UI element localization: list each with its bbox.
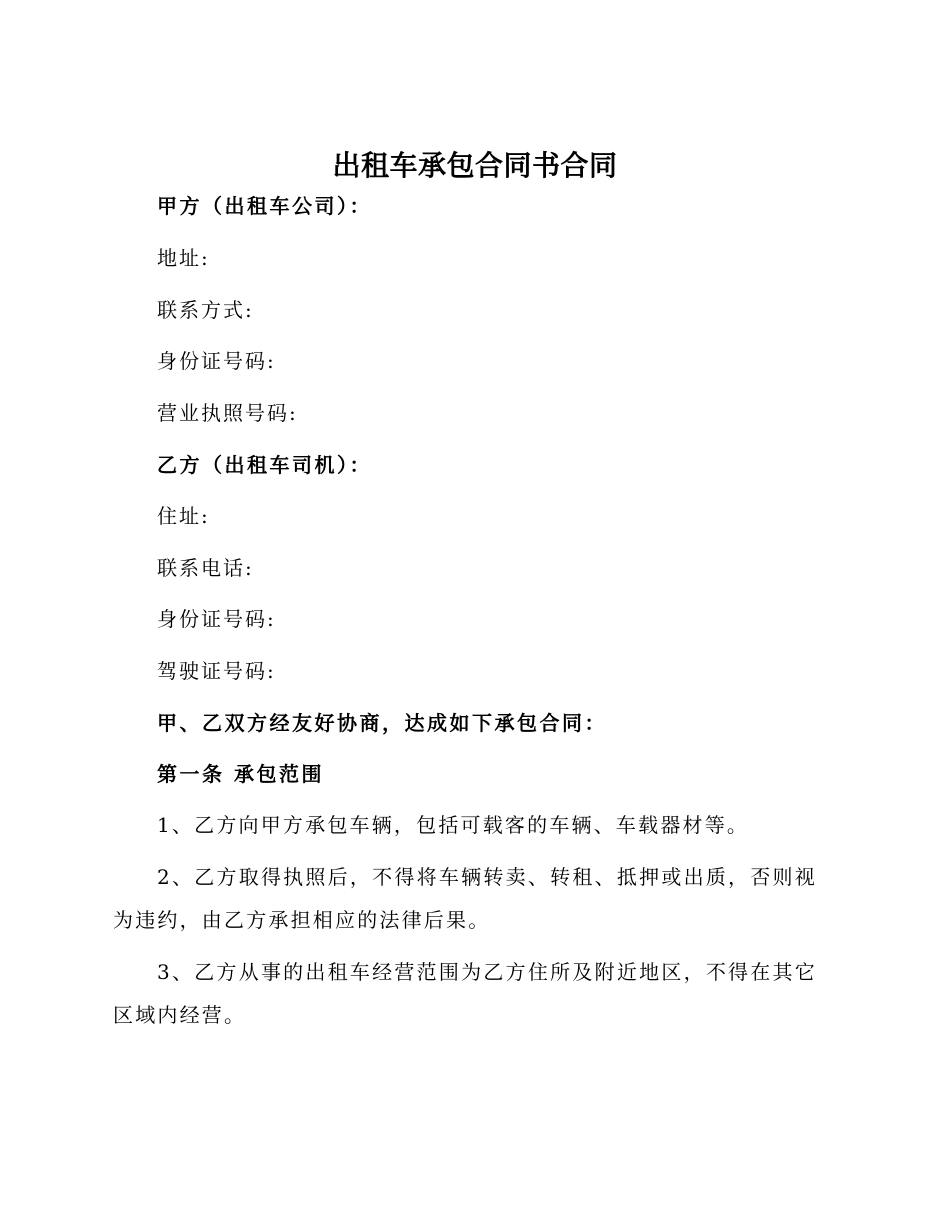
article-1-heading: 第一条 承包范围 [157, 762, 324, 786]
party-a-heading: 甲方（出租车公司）： [157, 194, 372, 218]
party-b-id-number-field: 身份证号码: [157, 607, 276, 631]
article-1-clause-1: 1、乙方向甲方承包车辆，包括可载客的车辆、车载器材等。 [157, 813, 750, 837]
document-title: 出租车承包合同书合同 [332, 149, 618, 182]
party-a-contact-field: 联系方式: [157, 298, 254, 322]
party-b-residence-field: 住址: [157, 504, 210, 528]
article-1-clause-3: 3、乙方从事的出租车经营范围为乙方住所及附近地区，不得在其它区域内经营。 [113, 960, 817, 1027]
party-a-address-field: 地址: [157, 246, 210, 270]
party-b-phone-field: 联系电话: [157, 556, 254, 580]
party-a-business-license-field: 营业执照号码: [157, 401, 298, 425]
article-1-clause-2: 2、乙方取得执照后，不得将车辆转卖、转租、抵押或出质，否则视为违约，由乙方承担相应的法律后果。 [113, 865, 817, 932]
party-b-heading: 乙方（出租车司机）： [157, 453, 372, 477]
agreement-statement: 甲、乙双方经友好协商，达成如下承包合同： [157, 711, 607, 735]
party-a-id-number-field: 身份证号码: [157, 349, 276, 373]
party-b-driver-license-field: 驾驶证号码: [157, 659, 276, 683]
